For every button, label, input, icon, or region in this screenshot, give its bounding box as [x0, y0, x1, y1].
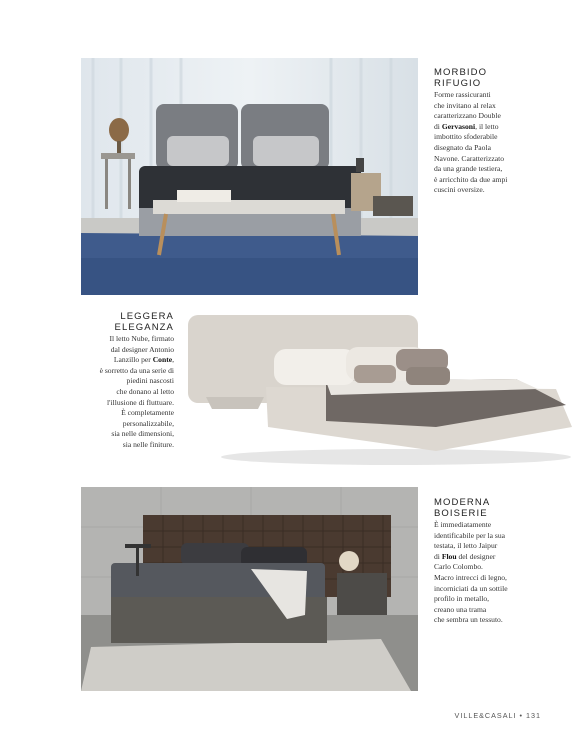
- photo-gervasoni-double-bed: [81, 58, 418, 295]
- caption-title: [434, 497, 554, 519]
- caption-line: , il letto: [475, 121, 499, 131]
- caption-leggera-eleganza: [86, 311, 174, 451]
- caption-title-line: RIFUGIO: [434, 78, 482, 89]
- caption-title: [86, 311, 174, 333]
- caption-line: Carlo Colombo.: [434, 562, 483, 572]
- photo-conte-nube-bed: [186, 309, 578, 469]
- caption-line: Forme rassicuranti: [434, 90, 491, 99]
- caption-line: È completamente: [121, 408, 174, 418]
- photo-flou-jaipur-bed: [81, 487, 418, 691]
- caption-body: [86, 334, 174, 451]
- caption-morbido-rifugio: [434, 67, 554, 196]
- caption-line: di: [434, 551, 442, 561]
- bedroom-scene-3: [81, 487, 418, 691]
- caption-line: sia nelle finiture.: [122, 439, 174, 449]
- caption-line: è sorretto da una serie di: [99, 365, 174, 375]
- caption-line: che sembra un tessuto.: [434, 615, 503, 625]
- caption-line: dal designer Antonio: [110, 344, 174, 354]
- caption-title: [434, 67, 554, 89]
- caption-line: sia nelle dimensioni,: [111, 429, 174, 439]
- caption-line: caratterizzano Double: [434, 111, 501, 121]
- caption-line: del designer: [456, 551, 496, 561]
- caption-line: Lanzillo per: [113, 355, 153, 365]
- caption-title-line: ELEGANZA: [114, 322, 174, 333]
- caption-line: che invitano al relax: [434, 100, 496, 110]
- caption-line: di: [434, 121, 442, 131]
- caption-line: che donano al letto: [116, 386, 174, 396]
- caption-moderna-boiserie: [434, 497, 554, 626]
- caption-line: È immediatamente: [434, 520, 492, 529]
- caption-line: l'illusione di fluttuare.: [107, 397, 174, 407]
- caption-line: da una grande testiera,: [434, 164, 503, 174]
- brand-name: Flou: [441, 551, 457, 561]
- caption-line: profilo in metallo,: [434, 594, 490, 604]
- bedroom-scene-1: [81, 58, 418, 295]
- floating-bed-scene: [186, 309, 578, 469]
- caption-line: ,: [172, 355, 174, 365]
- caption-body: [434, 90, 554, 196]
- caption-line: cuscini oversize.: [434, 185, 485, 195]
- caption-body: [434, 520, 554, 626]
- caption-line: è arricchito da due ampi: [434, 174, 508, 184]
- caption-line: Navone. Caratterizzato: [434, 153, 504, 163]
- caption-line: testata, il letto Jaipur: [434, 541, 498, 551]
- brand-name: Conte: [152, 355, 173, 365]
- caption-line: disegnato da Paola: [434, 142, 491, 152]
- caption-line: imbottito sfoderabile: [434, 132, 498, 142]
- caption-title-line: BOISERIE: [434, 508, 488, 519]
- caption-line: Macro intrecci di legno,: [434, 572, 507, 582]
- page-footer: VILLE&CASALI • 131: [454, 711, 541, 720]
- caption-line: creano una trama: [434, 604, 487, 614]
- caption-line: identificabile per la sua: [434, 530, 506, 540]
- caption-line: Il letto Nube, firmato: [109, 334, 174, 343]
- caption-line: piedini nascosti: [126, 376, 174, 386]
- caption-title-line: MODERNA: [434, 497, 491, 508]
- caption-title-line: MORBIDO: [434, 67, 488, 78]
- brand-name: Gervasoni: [441, 121, 476, 131]
- caption-line: incorniciati da un sottile: [434, 583, 508, 593]
- caption-line: personalizzabile,: [122, 418, 174, 428]
- caption-title-line: LEGGERA: [120, 311, 174, 322]
